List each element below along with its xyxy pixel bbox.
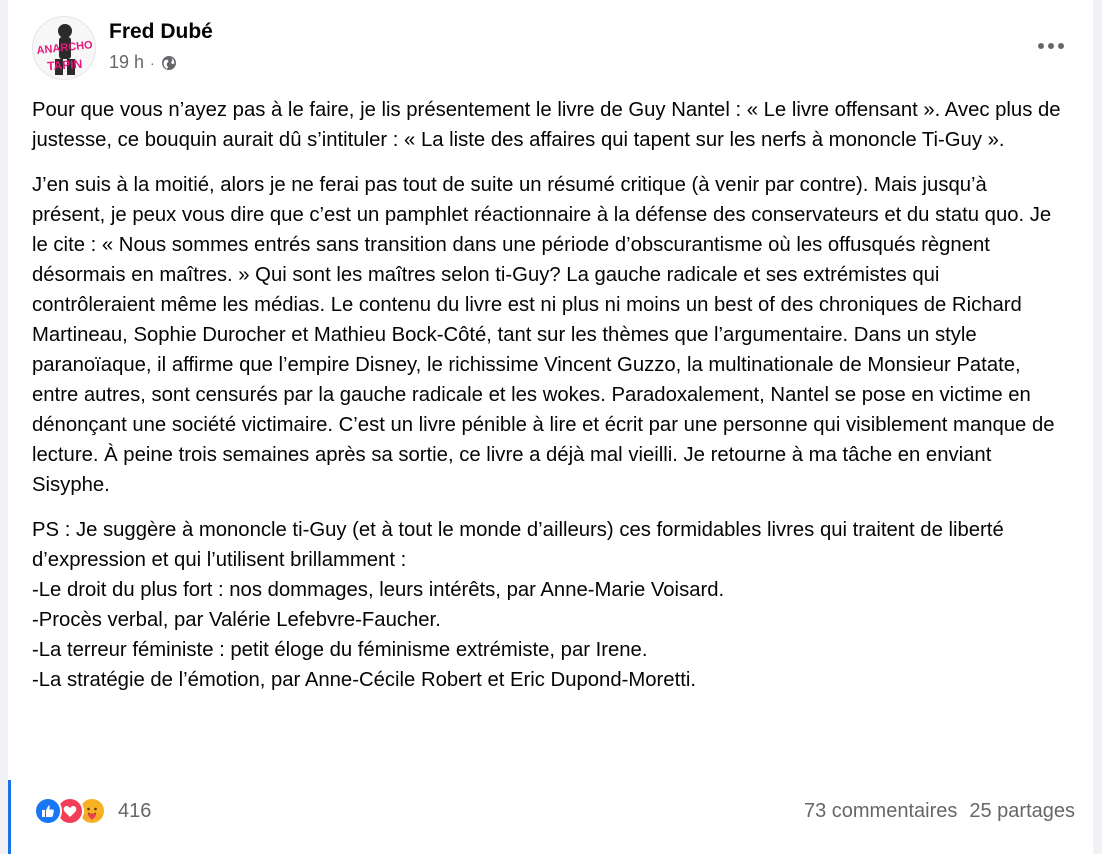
ps-list-item: -Procès verbal, par Valérie Lefebvre-Faucher. (32, 609, 441, 631)
post-paragraph: Pour que vous n’ayez pas à le faire, je lis présentement le livre de Guy Nantel : « Le livre offensant ». Avec plus de justesse, ce bouquin aurait dû s’intituler : « La liste des affaires qui tapent sur les nerfs à mononcle Ti-Guy ». (32, 99, 1061, 151)
ps-list-item: -La stratégie de l’émotion, par Anne-Cécile Robert et Eric Dupond-Moretti. (32, 669, 696, 691)
reactions-summary[interactable] (34, 797, 151, 825)
post-time[interactable]: 19 h (109, 52, 145, 72)
more-options-icon (1037, 42, 1065, 50)
avatar-image (33, 17, 96, 80)
ps-intro: PS : Je suggère à mononcle ti-Guy (et à tout le monde d’ailleurs) ces formidables livres qui traitent de liberté d’expression et qui l’utilisent brillamment : (32, 519, 1004, 571)
post-ps (32, 515, 1062, 695)
ps-list-item: -La terreur féministe : petit éloge du féminisme extrémiste, par Irene. (32, 639, 648, 661)
shares-link[interactable]: 25 partages (969, 799, 1075, 822)
post-card (8, 0, 1093, 854)
more-options-button[interactable] (1033, 34, 1069, 58)
post-header (32, 16, 1077, 80)
avatar[interactable] (32, 16, 96, 80)
post-paragraph: J’en suis à la moitié, alors je ne ferai pas tout de suite un résumé critique (à venir par contre). Mais jusqu’à présent, je peux vous dire que c’est un pamphlet réactionnaire à la défense des conservateurs et du statu quo. Je le cite : « Nous sommes entrés sans transition dans une période d’obscurantisme où les offusqués règnent désormais en maîtres. » Qui sont les maîtres selon ti-Guy? La gauche radicale et ses extrémistes qui contrôleraient même les médias. Le contenu du livre est ni plus ni moins un best of des chroniques de Richard Martineau, Sophie Durocher et Mathieu Bock-Côté, tant sur les thèmes que l’argumentaire. Dans un style paranoïaque, il affirme que l’empire Disney, le richissime Vincent Guzzo, la multinationale de Monsieur Patate, entre autres, sont censurés par la gauche radicale et les wokes. Paradoxalement, Nantel se pose en victime en dénonçant une société victimaire. C’est un livre pénible à lire et écrit par une personne qui visiblement manque de lecture. À peine trois semaines après sa sortie, ce livre a déjà mal vieilli. Je retourne à ma tâche en enviant Sisyphe. (32, 174, 1055, 496)
focus-accent-bar (8, 780, 11, 854)
engagement-stats (804, 800, 1075, 823)
like-reaction-icon (34, 797, 62, 825)
meta-separator: · (150, 54, 155, 71)
svg-text:ANARCHO: ANARCHO (36, 39, 94, 57)
post-meta (109, 52, 177, 73)
post-footer (34, 794, 1075, 828)
post-body (32, 95, 1062, 710)
author-name[interactable]: Fred Dubé (109, 20, 213, 43)
comments-link[interactable]: 73 commentaires (803, 799, 958, 822)
reaction-count[interactable]: 416 (118, 799, 152, 822)
svg-text:TAPIN: TAPIN (46, 56, 83, 74)
ps-list-item: -Le droit du plus fort : nos dommages, leurs intérêts, par Anne-Marie Voisard. (32, 579, 725, 601)
globe-icon[interactable] (161, 55, 177, 71)
